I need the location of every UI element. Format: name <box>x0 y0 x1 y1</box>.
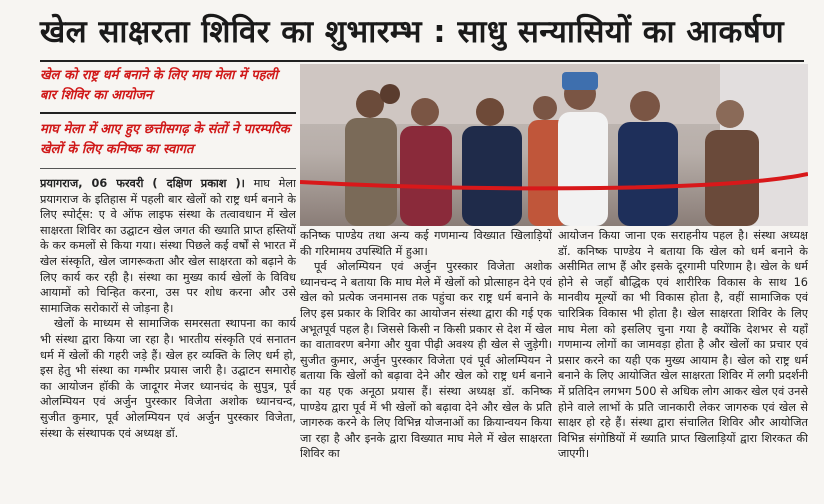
headline: खेल साक्षरता शिविर का शुभारम्भ : साधु सन्यासियों का आकर्षण <box>39 14 785 50</box>
subhead-divider <box>40 112 296 114</box>
column-3 <box>558 228 808 504</box>
dateline: प्रयागराज, 06 फरवरी ( दक्षिण प्रकाश )। <box>40 177 245 190</box>
column-2 <box>300 228 552 504</box>
news-photo <box>300 64 808 226</box>
headline-rule <box>40 60 804 62</box>
ribbon-cutting-photo <box>300 64 808 226</box>
col3-para-1: आयोजन किया जाना एक सराहनीय पहल है। संस्था अध्यक्ष डॉ. कनिष्क पाण्डेय ने बताया कि खेल को धर्म बनाने के असीमित लाभ हैं और इसके दूरगामी परिणाम है। खेल के धर्म होने से जहाँ बौद्धिक एवं शारीरिक विकास के साथ 16 मानवीय मूल्यों का भी विकास होता है, वहीं सामाजिक एवं चारित्रिक विकास भी होता है। खेल साक्षरता शिविर के लिए माघ मेला को इसलिए चुना गया है क्योंकि देशभर से यहाँ गणमान्य लोगों का जामवड़ा होता है और खेलों का प्रचार एवं प्रसार करने का यही एक मुख्य आयाम है। खेल को राष्ट्र धर्म बनाने के लिए आयोजित खेल साक्षरता शिविर में लगी प्रदर्शनी में प्रतिदिन लगभग 500 से अधिक लोग आकर खेल एवं उनसे होने वाले लाभों के प्रति जानकारी लेकर जागरुक एवं खेल से साक्षर हो रहे हैं। संस्था द्वारा संचालित शिविर और आयोजित विभिन्न संगोष्ठियों में ख्याति प्राप्त खिलाड़ियों द्वारा शिरकत की जाएगी। <box>558 229 808 461</box>
col1-para-2: खेलों के माध्यम से सामाजिक समरसता स्थापना का कार्य भी संस्था द्वारा किया जा रहा है। भारतीय संस्कृति एवं सनातन धर्म में खेलों की गहरी जड़े हैं। खेल हर व्यक्ति के लिए धर्म हो, इस हेतु भी संस्था का गम्भीर प्रयास जारी है। उद्घाटन समारोह का आयोजन हॉकी के जादूगर मेजर ध्यानचंद के सुपुत्र, पूर्व ओलम्पियन एवं अर्जुन पुरस्कार विजेता अशोक ध्यानचन्द, सुजीत कुमार, पूर्व ओलम्पियन एवं अर्जुन पुरस्कार विजेता, संस्था के संस्थापक एवं अध्यक्ष डॉ. <box>40 317 296 440</box>
subhead-divider-2 <box>40 168 296 169</box>
column-1 <box>40 176 296 504</box>
subhead-2: माघ मेला में आए हुए छत्तीसगढ़ के संतों ने पारम्परिक खेलों के लिए कनिष्क का स्वागत <box>40 122 290 157</box>
subhead-1: खेल को राष्ट्र धर्म बनाने के लिए माघ मेला में पहली बार शिविर का आयोजन <box>40 68 278 103</box>
col1-para-1 <box>40 176 296 316</box>
col1-text-1: माघ मेला प्रयागराज के इतिहास में पहली बार खेलों को राष्ट्र धर्म बनाने के लिए स्पोर्ट्स: ए वे ऑफ लाइफ संस्था के तत्वावधान में खेल साक्षरता शिविर का उद्घाटन खेल जगत की ख्याति प्राप्त हस्तियों के कर कमलों से किया गया। संस्था पिछले कई वर्षों से भारत में खेल संस्कृति, खेल जागरूकता और खेल साक्षरता को बढ़ाने के लिए कार्य कर रही है। संस्था का मुख्य कार्य खेलों के विविध आयामों को चिन्हित करना, उस पर शोध करना और उसे सामाजिक सरोकारों से जोड़ना है। <box>40 177 296 315</box>
col2-para-1: कनिष्क पाण्डेय तथा अन्य कई गणमान्य विख्यात खिलाड़ियों की गरिमामय उपस्थिति में हुआ। <box>300 229 552 258</box>
col2-para-2: पूर्व ओलम्पियन एवं अर्जुन पुरस्कार विजेता अशोक ध्यानचन्द ने बताया कि माघ मेले में खेलों को प्रोत्साहन देने एवं खेल को प्रत्येक जनमानस तक पहुंचा कर राष्ट्र धर्म बनाने के लिए इस प्रकार के शिविर का आयोजन संस्था द्वारा की गई एक अभूतपूर्व पहल है। जिससे किसी न किसी प्रकार से देश में खेल का वातावरण बनेगा और युवा पीढ़ी अवश्य ही खेल से जुड़ेगी। सुजीत कुमार, अर्जुन पुरस्कार विजेता एवं पूर्व ओलम्पियन ने बताया कि खेलों को बढ़ावा देने और खेल को राष्ट्र धर्म बनाने का यह एक अनूठा प्रयास हैं। संस्था अध्यक्ष डॉ. कनिष्क पाण्डेय द्वारा पूर्व में भी खेलों को बढ़ावा देने और खेल के प्रति जागरुक करने के लिए विभिन्न योजनाओं का क्रियान्वयन किया जा रहा है और इनके द्वारा विख्यात माघ मेले में खेल साक्षरता शिविर का <box>300 260 552 461</box>
